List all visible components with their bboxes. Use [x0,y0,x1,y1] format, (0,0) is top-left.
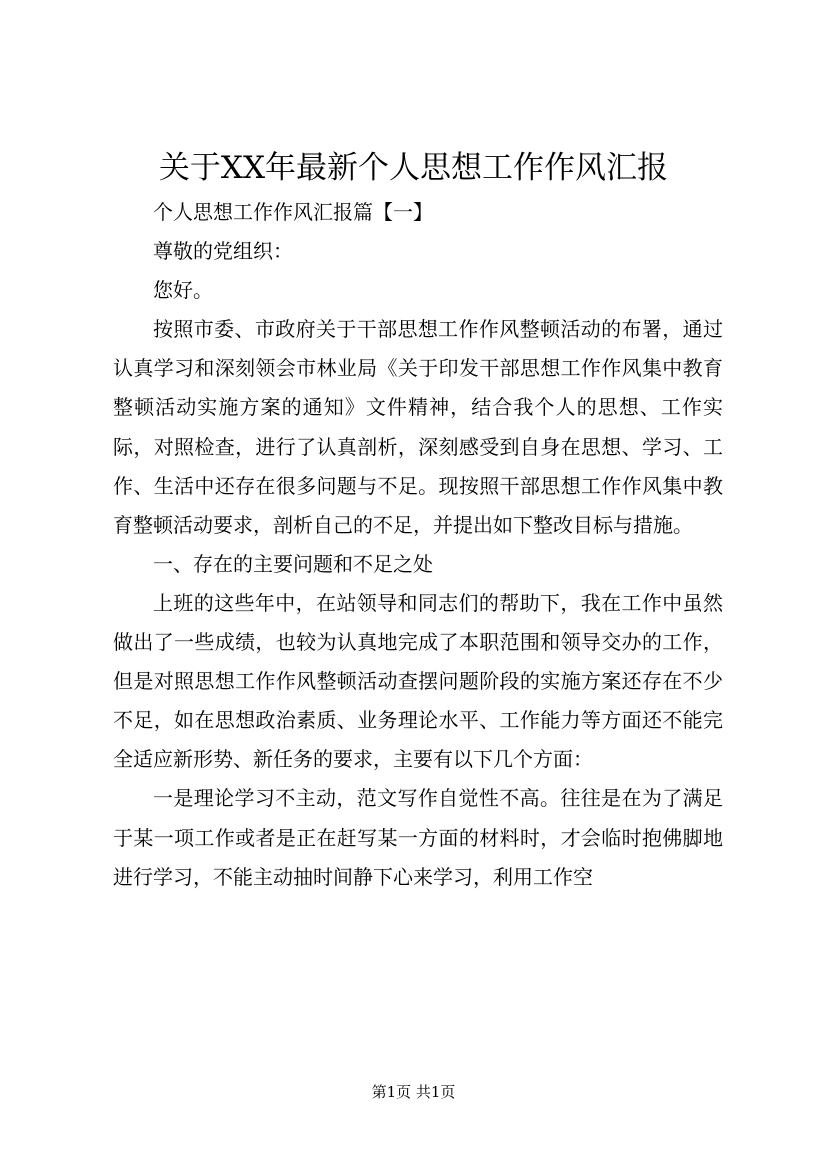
salutation: 尊敬的党组织： [153,239,293,264]
subsection-heading: 一、存在的主要问题和不足之处 [153,551,433,576]
page-footer: 第1页 共1页 [371,1083,456,1101]
document-title: 关于XX年最新个人思想工作作风汇报 [158,150,669,186]
body-paragraph: 一是理论学习不主动，范文写作自觉性不高。往往是在为了满足于某一项工作或者是正在赶写某一方面的材料时，才会临时抱佛脚地进行学习，不能主动抽时间静下心来学习，利用工作空 [113,786,723,889]
body-paragraph: 上班的这些年中，在站领导和同志们的帮助下，我在工作中虽然做出了一些成绩，也较为认真地完成了本职范围和领导交办的工作，但是对照思想工作作风整顿活动查摆问题阶段的实施方案还存在不少不足，如在思想政治素质、业务理论水平、工作能力等方面还不能完全适应新形势、新任务的要求，主要有以下几个方面： [113,590,723,772]
section-heading: 个人思想工作作风汇报篇【一】 [153,200,433,224]
greeting: 您好。 [153,278,213,303]
document-body [113,193,723,897]
body-paragraph: 按照市委、市政府关于干部思想工作作风整顿活动的布署，通过认真学习和深刻领会市林业局《关于印发干部思想工作作风集中教育整顿活动实施方案的通知》文件精神，结合我个人的思想、工作实际，对照检查，进行了认真剖析，深刻感受到自身在思想、学习、工作、生活中还存在很多问题与不足。现按照干部思想工作作风集中教育整顿活动要求，剖析自己的不足，并提出如下整改目标与措施。 [113,317,723,537]
